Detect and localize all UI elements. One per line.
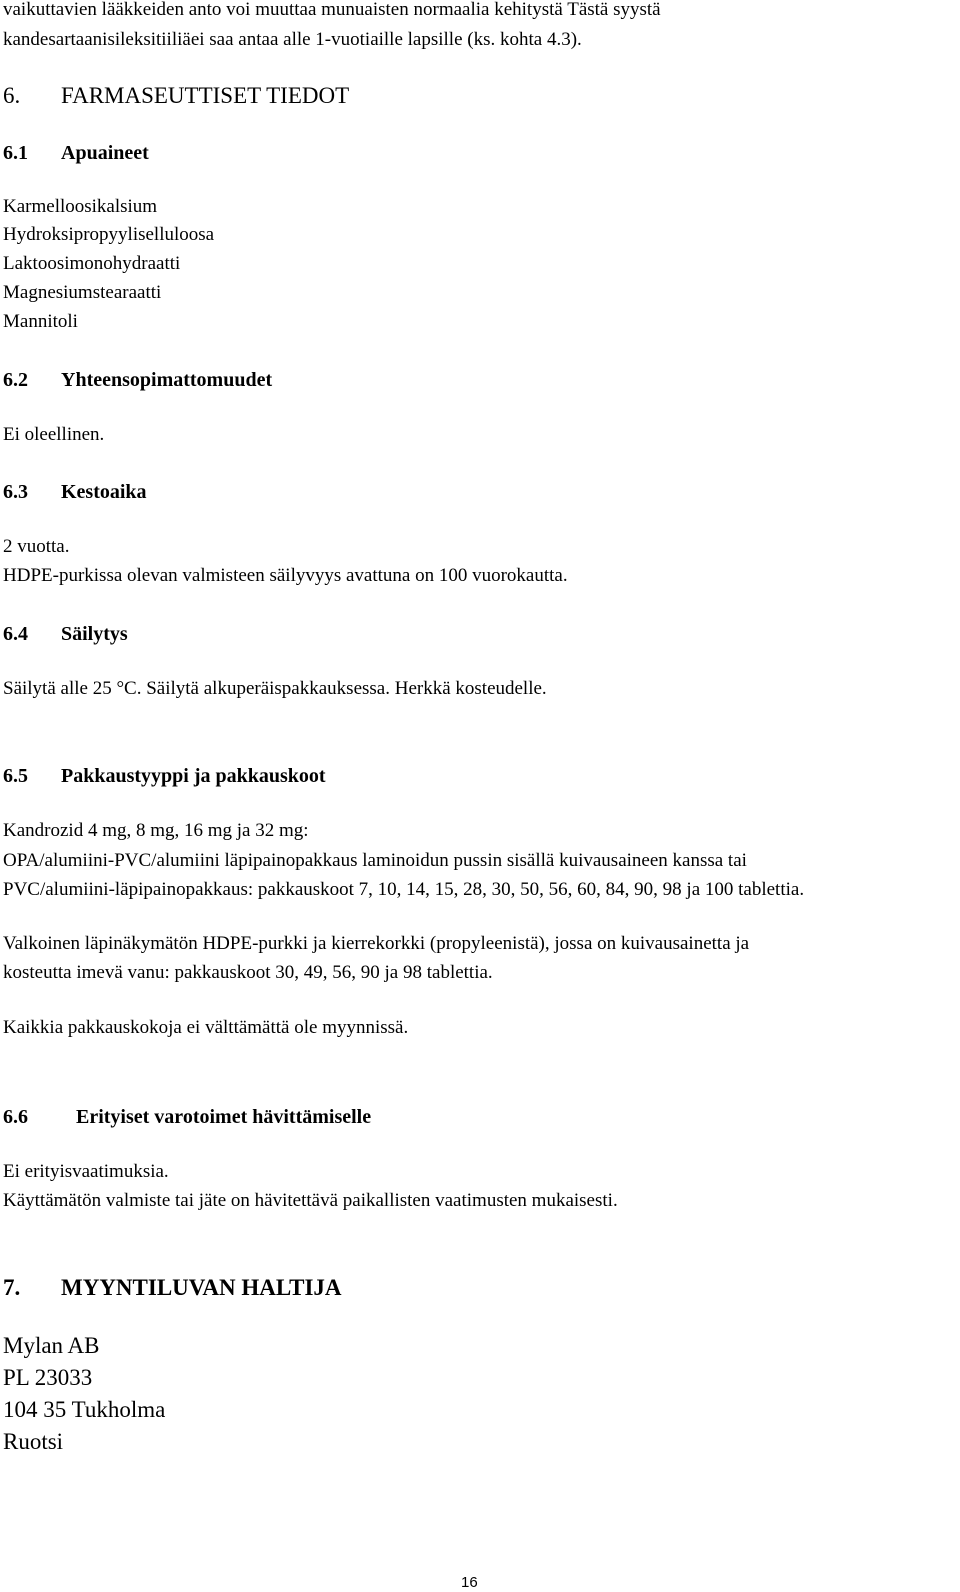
section-title: Pakkaustyyppi ja pakkauskoot [61, 765, 326, 787]
package-text: PVC/alumiini-läpipainopakkaus: pakkauskoot 7, 10, 14, 15, 28, 30, 50, 56, 60, 84, 90, 98 ja 100 tablettia. [3, 879, 805, 900]
excipient-item: Mannitoli [3, 311, 78, 332]
section-number: 6. [3, 83, 21, 108]
address-line: PL 23033 [3, 1365, 93, 1390]
section-title: Apuaineet [61, 142, 149, 164]
section-6-2-text: Ei oleellinen. [3, 424, 105, 445]
section-number: 6.1 [3, 142, 28, 164]
shelf-life-text: HDPE-purkissa olevan valmisteen säilyvyys avattuna on 100 vuorokautta. [3, 565, 568, 586]
section-7-heading [3, 1276, 342, 1299]
package-text: Kaikkia pakkauskokoja ei välttämättä ole myynnissä. [3, 1017, 409, 1038]
section-title: Säilytys [61, 623, 128, 645]
disposal-text: Käyttämätön valmiste tai jäte on hävitettävä paikallisten vaatimusten mukaisesti. [3, 1190, 618, 1211]
package-text: Valkoinen läpinäkymätön HDPE-purkki ja kierrekorkki (propyleenistä), jossa on kuivausainetta ja [3, 933, 750, 954]
section-number: 6.5 [3, 765, 28, 787]
page-number: 16 [461, 1574, 478, 1591]
excipient-item: Hydroksipropyyliselluloosa [3, 224, 215, 245]
excipient-item: Laktoosimonohydraatti [3, 253, 181, 274]
section-6-4-heading [3, 624, 128, 644]
excipient-item: Karmelloosikalsium [3, 196, 158, 217]
section-6-heading [3, 84, 349, 107]
section-number: 6.6 [3, 1106, 28, 1128]
section-number: 6.4 [3, 623, 28, 645]
section-title: Kestoaika [61, 481, 147, 503]
disposal-text: Ei erityisvaatimuksia. [3, 1161, 169, 1182]
address-line: 104 35 Tukholma [3, 1397, 166, 1422]
section-title: Yhteensopimattomuudet [61, 369, 273, 391]
section-6-2-heading [3, 370, 272, 390]
section-title: MYYNTILUVAN HALTIJA [61, 1275, 342, 1300]
shelf-life-text: 2 vuotta. [3, 536, 70, 557]
excipient-item: Magnesiumstearaatti [3, 282, 162, 303]
intro-line-2: kandesartaanisileksitiiliäei saa antaa alle 1-vuotiaille lapsille (ks. kohta 4.3). [3, 29, 582, 50]
section-6-6-heading [3, 1107, 371, 1127]
package-text: kosteutta imevä vanu: pakkauskoot 30, 49, 56, 90 ja 98 tablettia. [3, 962, 493, 983]
storage-text: Säilytä alle 25 °C. Säilytä alkuperäispakkauksessa. Herkkä kosteudelle. [3, 678, 547, 699]
section-6-5-heading [3, 766, 326, 786]
address-line: Ruotsi [3, 1429, 64, 1454]
package-text: OPA/alumiini-PVC/alumiini läpipainopakkaus laminoidun pussin sisällä kuivausaineen kanssa tai [3, 850, 747, 871]
section-number: 6.3 [3, 481, 28, 503]
section-number: 6.2 [3, 369, 28, 391]
package-text: Kandrozid 4 mg, 8 mg, 16 mg ja 32 mg: [3, 820, 309, 841]
intro-line-1: vaikuttavien lääkkeiden anto voi muuttaa munuaisten normaalia kehitystä Tästä syystä [3, 0, 661, 20]
section-title: FARMASEUTTISET TIEDOT [61, 83, 350, 108]
section-6-3-heading [3, 482, 147, 502]
section-title: Erityiset varotoimet hävittämiselle [76, 1106, 372, 1128]
section-number: 7. [3, 1275, 21, 1300]
address-line: Mylan AB [3, 1333, 100, 1358]
section-6-1-heading [3, 143, 149, 163]
